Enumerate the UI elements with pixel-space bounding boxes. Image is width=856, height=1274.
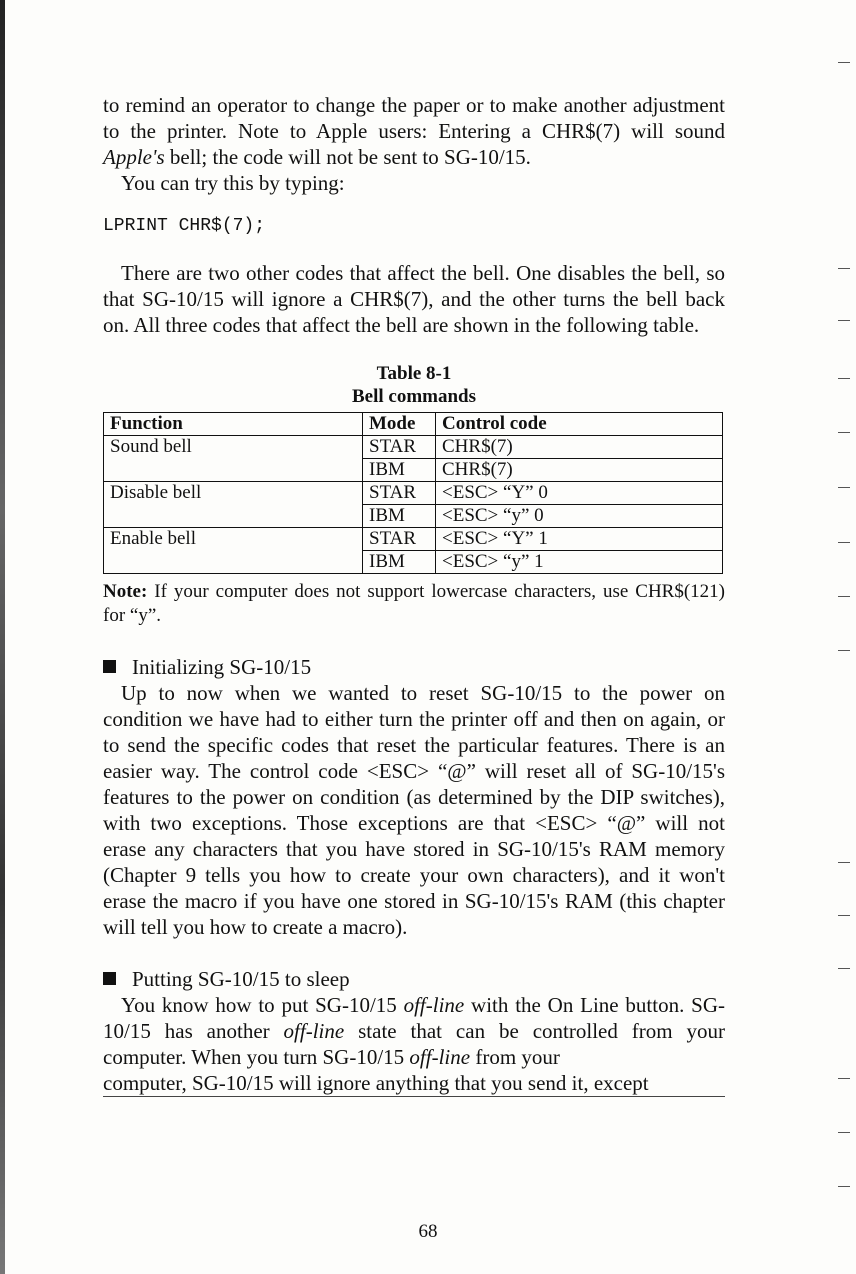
- table-caption-title: Bell commands: [351, 386, 477, 407]
- header-control-code: Control code: [436, 413, 723, 436]
- table-row: IBM <ESC> “y” 1: [104, 551, 723, 574]
- header-function: Function: [104, 413, 363, 436]
- table-row: Disable bell STAR <ESC> “Y” 0: [104, 482, 723, 505]
- page-body: [103, 92, 725, 1097]
- table-row: Enable bell STAR <ESC> “Y” 1: [104, 528, 723, 551]
- binding-edge: [0, 0, 5, 1274]
- initializing-paragraph: Up to now when we wanted to reset SG-10/15 to the power on condition we have had to either turn the printer off and then on again, or to send the specific codes that reset the particular features. There is an easier way. The control code <ESC> “@” will reset all of SG-10/15's features to the power on condition (as determined by the DIP switches), with two exceptions. Those exceptions are that <ESC> “@” will not erase any characters that you have stored in SG-10/15's RAM memory (Chapter 9 tells you how to create your own characters), and it won't erase the macro if you have one stored in SG-10/15's RAM (this chapter will tell you how to create a macro).: [103, 681, 725, 939]
- square-bullet-icon: [103, 972, 116, 985]
- table-row: IBM <ESC> “y” 0: [104, 505, 723, 528]
- square-bullet-icon: [103, 660, 116, 673]
- margin-marks: [832, 0, 850, 1274]
- bell-codes-paragraph: There are two other codes that affect the bell. One disables the bell, so that SG-10/15 will ignore a CHR$(7), and the other turns the bell back on. All three codes that affect the bell are shown in the following table.: [103, 261, 725, 337]
- intro-paragraph: to remind an operator to change the paper or to make another adjustment to the printer. Note to Apple users: Entering a CHR$(7) will sound Apple's bell; the code will not be sent to SG-10/15.: [103, 93, 725, 169]
- sleep-last-line: computer, SG-10/15 will ignore anything that you send it, except: [103, 1070, 725, 1097]
- try-paragraph: You can try this by typing:: [121, 171, 345, 195]
- table-note: Note: If your computer does not support lowercase characters, use CHR$(121) for “y”.: [103, 581, 725, 626]
- header-mode: Mode: [363, 413, 436, 436]
- sleep-paragraph: You know how to put SG-10/15 off-line with the On Line button. SG-10/15 has another off-line state that can be controlled from your computer. When you turn SG-10/15 off-line from your: [103, 993, 725, 1069]
- section-heading-sleep: Putting SG-10/15 to sleep: [103, 966, 725, 992]
- bell-commands-table: [103, 412, 723, 574]
- table-header-row: [104, 413, 723, 436]
- table-caption-number: Table 8-1: [376, 363, 452, 384]
- page-number: 68: [418, 1221, 438, 1242]
- section-heading-initializing: Initializing SG-10/15: [103, 654, 725, 680]
- table-row: Sound bell STAR CHR$(7): [104, 436, 723, 459]
- table-row: IBM CHR$(7): [104, 459, 723, 482]
- code-example: LPRINT CHR$(7);: [103, 216, 266, 236]
